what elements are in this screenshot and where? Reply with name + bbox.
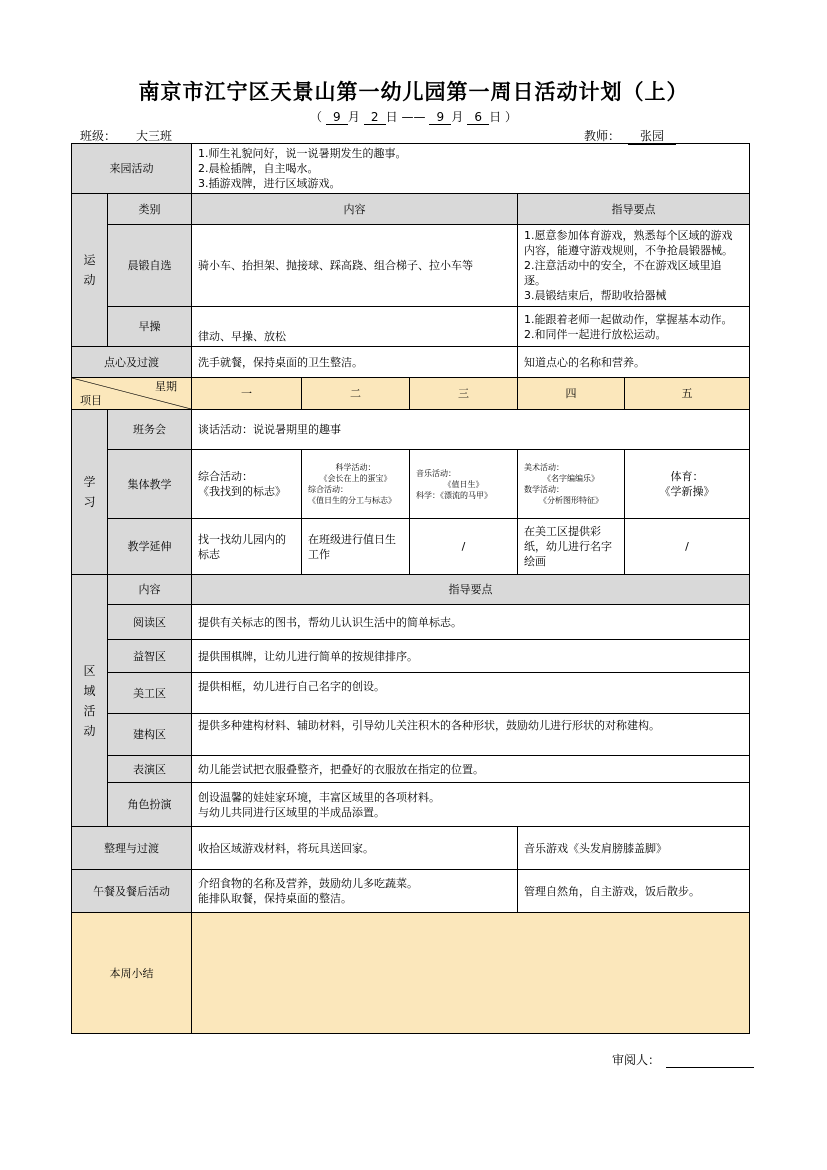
lunch-guide: 管理自然角，自主游戏，饭后散步。 <box>518 870 750 913</box>
day-mon: 一 <box>192 378 302 410</box>
end-month: 9 <box>429 110 451 125</box>
item-label: 项目 <box>80 394 102 407</box>
study-section: 学习 <box>72 410 108 575</box>
morning-exercise-guide: 1.愿意参加体育游戏，熟悉每个区域的游戏内容，能遵守游戏规则，不争抢晨锻器械。 2.注意活动中的安全，不在游戏区域里追逐。 3.晨锻结束后，帮助收拾器械 <box>518 225 750 307</box>
lunch-label: 午餐及餐后活动 <box>72 870 192 913</box>
teaching-fri: 体育： 《学新操》 <box>625 450 750 519</box>
puzzle-area-text: 提供围棋牌，让幼儿进行简单的按规律排序。 <box>192 640 750 673</box>
arrival-label: 来园活动 <box>72 144 192 194</box>
extension-tue: 在班级进行值日生工作 <box>302 519 410 575</box>
class-value: 大三班 <box>124 127 184 145</box>
date-range: （ 9 月 2 日 —— 9 月 6 日 ） <box>309 110 518 124</box>
art-area-text: 提供相框，幼儿进行自己名字的创设。 <box>192 673 750 714</box>
teaching-mon: 综合活动： 《我找到的标志》 <box>192 450 302 519</box>
day-fri: 五 <box>625 378 750 410</box>
snack-content: 洗手就餐，保持桌面的卫生整洁。 <box>192 347 518 378</box>
group-teaching-label: 集体教学 <box>108 450 192 519</box>
reading-area-text: 提供有关标志的图书，帮幼儿认识生活中的简单标志。 <box>192 605 750 640</box>
drill-label: 早操 <box>108 307 192 347</box>
construction-area-label: 建构区 <box>108 714 192 756</box>
extension-mon: 找一找幼儿园内的标志 <box>192 519 302 575</box>
day-wed: 三 <box>410 378 518 410</box>
weekly-summary-content[interactable] <box>192 913 750 1034</box>
end-day: 6 <box>467 110 489 125</box>
teaching-extension-label: 教学延伸 <box>108 519 192 575</box>
teacher-field: 教师： 张园 <box>584 127 676 145</box>
class-meeting-label: 班务会 <box>108 410 192 450</box>
teaching-wed: 音乐活动： 《值日生》 科学：《漂流的马甲》 <box>410 450 518 519</box>
class-field: 班级： 大三班 <box>80 127 184 145</box>
role-play-area-text: 创设温馨的娃娃家环境，丰富区域里的各项材料。 与幼儿共同进行区域里的半成品添置。 <box>192 783 750 827</box>
activity-plan-table <box>71 143 750 1034</box>
area-col-content: 内容 <box>108 575 192 605</box>
art-area-label: 美工区 <box>108 673 192 714</box>
teacher-value: 张园 <box>628 127 676 145</box>
teaching-thu: 美术活动： 《名字编编乐》 数学活动： 《分析图形特征》 <box>518 450 625 519</box>
reviewer-field: 审阅人： <box>612 1051 754 1068</box>
exercise-col-type: 类别 <box>108 194 192 225</box>
weekday-label: 星期 <box>155 380 177 393</box>
extension-wed: / <box>410 519 518 575</box>
snack-label: 点心及过渡 <box>72 347 192 378</box>
weekday-item-header <box>72 378 192 410</box>
start-day: 2 <box>364 110 386 125</box>
area-section: 区域活动 <box>72 575 108 827</box>
area-col-guide: 指导要点 <box>192 575 750 605</box>
exercise-section: 运动 <box>72 194 108 347</box>
extension-fri: / <box>625 519 750 575</box>
drill-content: 律动、早操、放松 <box>192 307 518 347</box>
arrival-content: 1.师生礼貌问好，说一说暑期发生的趣事。 2.晨检插牌，自主喝水。 3.插游戏牌，进行区域游戏。 <box>192 144 750 194</box>
lunch-content: 介绍食物的名称及营养，鼓励幼儿多吃蔬菜。 能排队取餐，保持桌面的整洁。 <box>192 870 518 913</box>
extension-thu: 在美工区提供彩纸，幼儿进行名字绘画 <box>518 519 625 575</box>
start-month: 9 <box>326 110 348 125</box>
performance-area-text: 幼儿能尝试把衣服叠整齐，把叠好的衣服放在指定的位置。 <box>192 756 750 783</box>
tidy-content: 收拾区域游戏材料，将玩具送回家。 <box>192 827 518 870</box>
day-tue: 二 <box>302 378 410 410</box>
class-meeting-content: 谈话活动：说说暑期里的趣事 <box>192 410 750 450</box>
snack-guide: 知道点心的名称和营养。 <box>518 347 750 378</box>
puzzle-area-label: 益智区 <box>108 640 192 673</box>
performance-area-label: 表演区 <box>108 756 192 783</box>
weekly-summary-label: 本周小结 <box>72 913 192 1034</box>
role-play-area-label: 角色扮演 <box>108 783 192 827</box>
tidy-label: 整理与过渡 <box>72 827 192 870</box>
drill-guide: 1.能跟着老师一起做动作，掌握基本动作。 2.和同伴一起进行放松运动。 <box>518 307 750 347</box>
exercise-col-content: 内容 <box>192 194 518 225</box>
exercise-col-guide: 指导要点 <box>518 194 750 225</box>
construction-area-text: 提供多种建构材料、辅助材料，引导幼儿关注积木的各种形状，鼓励幼儿进行形状的对称建构。 <box>192 714 750 756</box>
morning-exercise-content: 骑小车、抬担架、抛接球、踩高跷、组合梯子、拉小车等 <box>192 225 518 307</box>
tidy-guide: 音乐游戏《头发肩膀膝盖脚》 <box>518 827 750 870</box>
reading-area-label: 阅读区 <box>108 605 192 640</box>
page-title: 南京市江宁区天景山第一幼儿园第一周日活动计划（上） <box>138 79 689 104</box>
teaching-tue: 科学活动： 《会长在上的蛋宝》 综合活动： 《值日生的分工与标志》 <box>302 450 410 519</box>
morning-exercise-label: 晨锻自选 <box>108 225 192 307</box>
reviewer-signature-line[interactable] <box>666 1055 754 1068</box>
day-thu: 四 <box>518 378 625 410</box>
